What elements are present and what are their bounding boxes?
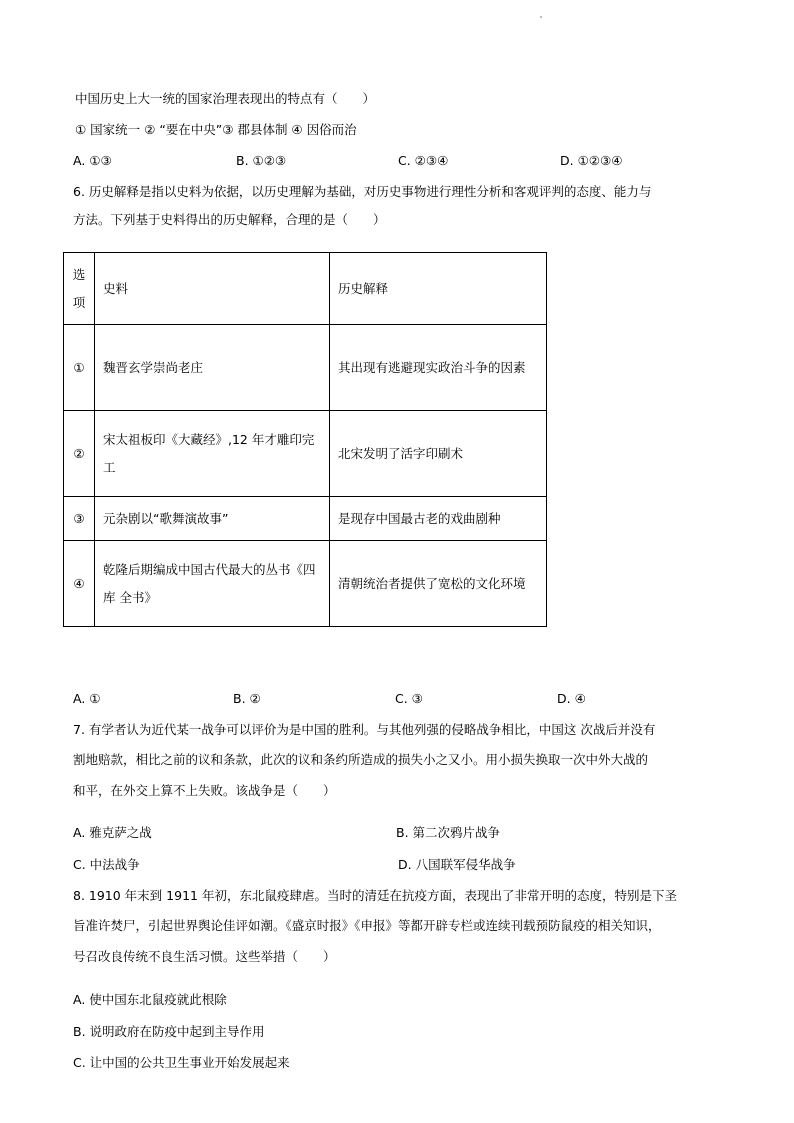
table-header-row	[64, 253, 547, 325]
q8-option-c[interactable]: C. 让中国的公共卫生事业开始发展起来	[73, 1055, 290, 1070]
row-source: 乾隆后期编成中国古代最大的丛书《四库 全书》	[95, 541, 330, 627]
header-option-cell	[64, 253, 95, 325]
row-option: ④	[64, 541, 95, 627]
q6-stem-line2: 方法。下列基于史料得出的历史解释，合理的是（ ）	[73, 212, 386, 227]
q8-stem-line3: 号召改良传统不良生活习惯。这些举措（ ）	[73, 949, 336, 964]
row-source: 魏晋玄学崇尚老庄	[95, 325, 330, 411]
q5-stem: 中国历史上大一统的国家治理表现出的特点有（ ）	[75, 91, 376, 106]
table-row	[64, 411, 547, 497]
q7-option-a[interactable]: A. 雅克萨之战	[73, 825, 152, 840]
q6-option-c[interactable]: C. ③	[395, 691, 423, 706]
row-option: ②	[64, 411, 95, 497]
row-source: 元杂剧以“歌舞演故事”	[95, 497, 330, 541]
table-row	[64, 325, 547, 411]
row-interpretation: 是现存中国最古老的戏曲剧种	[330, 497, 547, 541]
row-interpretation: 清朝统治者提供了宽松的文化环境	[330, 541, 547, 627]
row-option: ①	[64, 325, 95, 411]
q6-option-b[interactable]: B. ②	[233, 691, 261, 706]
header-source-cell: 史料	[95, 253, 330, 325]
q7-stem-line3: 和平，在外交上算不上失败。该战争是（ ）	[73, 783, 336, 798]
q5-option-c[interactable]: C. ②③④	[398, 153, 449, 168]
q6-option-d[interactable]: D. ④	[557, 691, 586, 706]
q6-stem-line1: 6. 历史解释是指以史料为依据，以历史理解为基础，对历史事物进行理性分析和客观评判的态度、能力与	[73, 184, 652, 199]
q8-option-a[interactable]: A. 使中国东北鼠疫就此根除	[73, 992, 227, 1007]
row-interpretation: 其出现有逃避现实政治斗争的因素	[330, 325, 547, 411]
header-interpretation-cell: 历史解释	[330, 253, 547, 325]
row-option: ③	[64, 497, 95, 541]
history-interpretation-table	[63, 252, 547, 627]
row-source: 宋太祖板印《大藏经》,12 年才雕印完工	[95, 411, 330, 497]
q5-option-b[interactable]: B. ①②③	[236, 153, 287, 168]
q5-option-d[interactable]: D. ①②③④	[560, 153, 623, 168]
q8-stem-line2: 旨准许焚尸，引起世界舆论佳评如潮。《盛京时报》《申报》等都开辟专栏或连续刊载预防鼠疫的相关知识，	[73, 918, 661, 933]
q5-option-a[interactable]: A. ①③	[73, 153, 112, 168]
q7-option-b[interactable]: B. 第二次鸦片战争	[396, 825, 501, 840]
header-option-label: 选 项	[72, 266, 86, 310]
q5-items: ① 国家统一 ② “要在中央”③ 郡县体制 ④ 因俗而治	[75, 122, 357, 137]
q7-option-c[interactable]: C. 中法战争	[73, 857, 140, 872]
table-row	[64, 541, 547, 627]
scan-speck	[540, 16, 542, 18]
row-interpretation: 北宋发明了活字印刷术	[330, 411, 547, 497]
q8-stem-line1: 8. 1910 年末到 1911 年初，东北鼠疫肆虐。当时的清廷在抗疫方面，表现出了非常开明的态度，特别是下圣	[73, 888, 677, 903]
q6-option-a[interactable]: A. ①	[73, 691, 101, 706]
table-row	[64, 497, 547, 541]
q8-option-b[interactable]: B. 说明政府在防疫中起到主导作用	[73, 1024, 265, 1039]
q7-option-d[interactable]: D. 八国联军侵华战争	[398, 857, 516, 872]
q7-stem-line1: 7. 有学者认为近代某一战争可以评价为是中国的胜利。与其他列强的侵略战争相比，中国这 次战后并没有	[73, 722, 656, 737]
q7-stem-line2: 割地赔款，相比之前的议和条款，此次的议和条约所造成的损失小之又小。用小损失换取一次中外大战的	[73, 752, 649, 767]
